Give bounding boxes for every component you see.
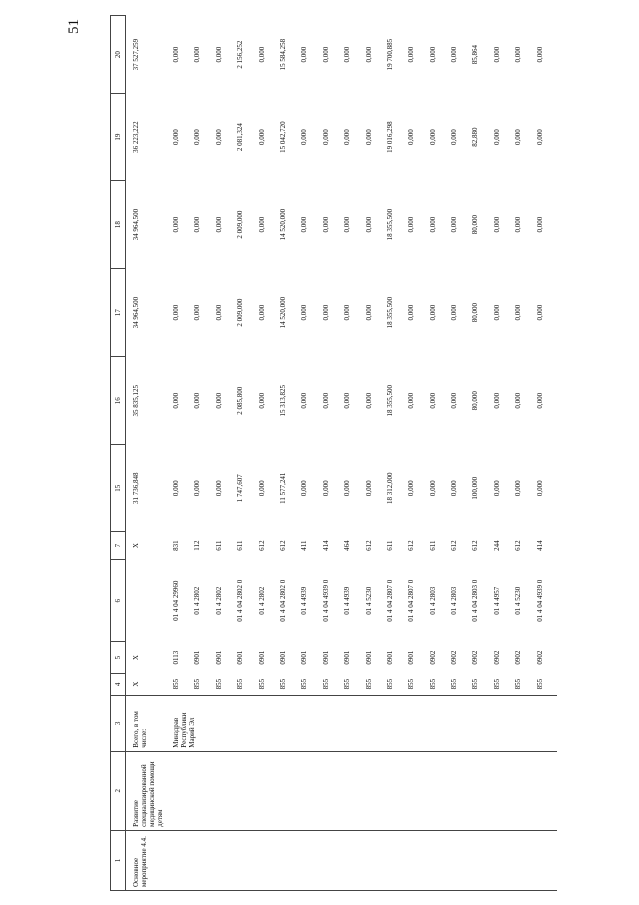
code-cell: 855 (514, 678, 523, 690)
code-cell: 01 4 04 29960 (172, 580, 180, 621)
code-cell: 855 (407, 678, 416, 690)
amount-cell: 0,000 (535, 46, 544, 63)
rotated-page (110, 15, 553, 891)
code-cell: 0902 (535, 650, 544, 665)
amount-cell: 0,000 (343, 46, 352, 63)
measure-cell: Основное мероприятие 4.4. (126, 830, 558, 890)
code-cell: 612 (257, 540, 266, 551)
amount-cell: 18 355,500 (385, 384, 394, 417)
amount-cell: 0,000 (514, 216, 523, 233)
amount-cell: 11 577,241 (278, 472, 287, 504)
amount-cell: 0,000 (450, 46, 459, 63)
amount-cell: 0,000 (172, 216, 180, 233)
code-cell: 612 (514, 540, 523, 551)
code-cell: 01 4 2803 (428, 586, 437, 615)
code-cell: 0902 (514, 650, 523, 665)
amount-cell: 0,000 (257, 216, 266, 233)
amount-cell: 0,000 (428, 480, 437, 497)
amount-cell: 0,000 (492, 480, 501, 497)
amount-cell: 18 355,500 (385, 296, 394, 329)
amount-cell: 0,000 (492, 392, 501, 409)
amount-cell: 0,000 (492, 46, 501, 63)
amount-cell: 0,000 (343, 304, 352, 321)
amount-cell: 0,000 (172, 392, 180, 409)
amount-cell: 0,000 (407, 129, 416, 145)
amount-cell: 0,000 (407, 46, 416, 63)
code-cell: 0901 (214, 650, 223, 665)
code-cell: 855 (471, 678, 480, 690)
code-cell: 855 (450, 678, 459, 690)
code-cell: 01 4 04 2807 0 (385, 579, 394, 622)
amount-cell: 0,000 (300, 392, 309, 409)
amount-cell: 0,000 (214, 304, 223, 321)
code-cell: 01 4 4939 (300, 586, 309, 615)
amount-cell: 15 313,825 (278, 384, 287, 417)
col-header: 16 (111, 357, 126, 445)
measure-name-cell: Развитие специализированной медицинской помощи детям (126, 751, 558, 830)
amount-cell: 37 527,259 (132, 38, 140, 71)
amount-cell: 34 964,500 (132, 208, 140, 241)
code-cell: 855 (236, 678, 245, 690)
amount-cell: 0,000 (321, 304, 330, 321)
code-cell: 244 (492, 540, 501, 551)
amount-cell: 0,000 (300, 216, 309, 233)
code-cell: 01 4 2802 (257, 586, 266, 615)
col-header: 6 (111, 560, 126, 642)
code-cell (126, 560, 173, 642)
amount-cell: 0,000 (343, 129, 352, 145)
amount-cell: 0,000 (364, 392, 373, 409)
ministry-label: Минздрав Республики Марий Эл (172, 695, 557, 751)
amount-cell: 0,000 (450, 216, 459, 233)
code-cell: 611 (385, 540, 394, 551)
amount-cell: 100,000 (471, 476, 480, 500)
amount-cell: 0,000 (214, 216, 223, 233)
amount-cell: 0,000 (514, 480, 523, 497)
code-cell: 611 (236, 540, 245, 551)
amount-cell: 0,000 (364, 129, 373, 145)
code-cell: 0901 (343, 650, 352, 665)
amount-cell: 0,000 (407, 216, 416, 233)
code-cell: 855 (492, 678, 501, 690)
amount-cell: 0,000 (172, 304, 180, 321)
amount-cell: 14 520,000 (278, 208, 287, 241)
amount-cell: 0,000 (321, 480, 330, 497)
amount-cell: 0,000 (450, 480, 459, 497)
code-cell: 0113 (172, 650, 180, 665)
code-cell: 0901 (385, 650, 394, 665)
total-label: Всего, в том числе: (126, 695, 173, 751)
amount-cell: 0,000 (343, 392, 352, 409)
amount-cell: 0,000 (535, 216, 544, 233)
amount-cell: 0,000 (257, 392, 266, 409)
code-cell: 414 (535, 540, 544, 551)
amount-cell: 0,000 (407, 392, 416, 409)
amount-cell: 0,000 (364, 46, 373, 63)
amount-cell: 0,000 (300, 480, 309, 497)
amount-cell: 0,000 (514, 129, 523, 145)
amount-cell: 0,000 (364, 216, 373, 233)
amount-cell: 0,000 (364, 480, 373, 497)
code-cell: 855 (321, 678, 330, 690)
code-cell: 0902 (428, 650, 437, 665)
amount-cell: 2 009,000 (236, 210, 245, 239)
amount-cell: 0,000 (193, 129, 202, 145)
code-cell: 855 (300, 678, 309, 690)
amount-cell: 0,000 (300, 304, 309, 321)
amount-cell: 34 964,500 (132, 296, 140, 329)
code-cell: 611 (428, 540, 437, 551)
amount-cell: 0,000 (321, 129, 330, 145)
code-cell: 464 (343, 540, 352, 551)
code-cell: 612 (364, 540, 373, 551)
code-cell: 855 (343, 678, 352, 690)
code-cell: 01 4 5230 (514, 586, 523, 615)
amount-cell: 0,000 (214, 392, 223, 409)
budget-table (110, 15, 557, 891)
amount-cell: 0,000 (407, 304, 416, 321)
amount-cell: 0,000 (450, 304, 459, 321)
amount-cell: 2 085,800 (236, 386, 245, 415)
amount-cell: 0,000 (193, 480, 202, 497)
amount-cell: 85,864 (471, 44, 480, 65)
amount-cell: 0,000 (428, 304, 437, 321)
code-cell: 01 4 04 2803 0 (471, 579, 480, 622)
amount-cell: 80,000 (471, 214, 480, 235)
col-header: 2 (111, 751, 126, 830)
col-header: 1 (111, 830, 126, 890)
code-cell: 855 (193, 678, 202, 690)
amount-cell: 0,000 (257, 46, 266, 63)
code-cell: 0902 (492, 650, 501, 665)
amount-cell: 0,000 (364, 304, 373, 321)
amount-cell: 18 355,500 (385, 208, 394, 241)
amount-cell: 0,000 (214, 46, 223, 63)
code-cell: 01 4 5230 (364, 586, 373, 615)
code-cell: X (132, 681, 140, 687)
amount-cell: 19 700,885 (385, 38, 394, 71)
amount-cell: 80,000 (471, 303, 480, 323)
code-cell: 0901 (278, 650, 287, 665)
code-cell: 855 (385, 678, 394, 690)
code-cell: 414 (321, 540, 330, 551)
code-cell: 01 4 04 2807 0 (407, 579, 416, 622)
amount-cell: 0,000 (193, 304, 202, 321)
amount-cell: 19 016,298 (385, 121, 394, 153)
amount-cell: 82,880 (471, 127, 480, 147)
code-cell: 612 (450, 540, 459, 551)
col-header: 15 (111, 445, 126, 532)
amount-cell: 0,000 (450, 129, 459, 145)
code-cell: 855 (535, 678, 544, 690)
code-cell: 612 (407, 540, 416, 551)
amount-cell: 0,000 (514, 46, 523, 63)
code-cell: 0901 (321, 650, 330, 665)
code-cell: 01 4 04 2802 0 (236, 579, 245, 622)
code-cell: 0902 (450, 650, 459, 665)
amount-cell: 0,000 (535, 129, 544, 145)
amount-cell: 0,000 (492, 129, 501, 145)
amount-cell: 0,000 (407, 480, 416, 497)
col-header: 18 (111, 181, 126, 269)
amount-cell: 0,000 (343, 216, 352, 233)
code-cell: 611 (214, 540, 223, 551)
code-cell: 01 4 04 4939 0 (535, 579, 544, 622)
amount-cell: 0,000 (535, 392, 544, 409)
code-cell: 01 4 4957 (492, 586, 501, 615)
code-cell: 612 (471, 540, 480, 551)
amount-cell: 0,000 (343, 480, 352, 497)
col-header: 5 (111, 642, 126, 673)
amount-cell: 0,000 (321, 392, 330, 409)
amount-cell: 0,000 (514, 304, 523, 321)
amount-cell: 0,000 (428, 216, 437, 233)
code-cell: 01 4 2803 (450, 586, 459, 615)
amount-cell: 0,000 (300, 46, 309, 63)
amount-cell: 31 736,848 (132, 472, 140, 504)
amount-cell: 0,000 (492, 304, 501, 321)
code-cell: 855 (278, 678, 287, 690)
col-header: 20 (111, 16, 126, 94)
amount-cell: 0,000 (492, 216, 501, 233)
amount-cell: 0,000 (214, 480, 223, 497)
amount-cell: 0,000 (257, 480, 266, 497)
amount-cell: 0,000 (535, 304, 544, 321)
code-cell: 0902 (471, 650, 480, 665)
code-cell: 612 (278, 540, 287, 551)
amount-cell: 1 747,607 (236, 474, 245, 503)
amount-cell: 0,000 (450, 392, 459, 409)
amount-cell: 18 312,000 (385, 472, 394, 504)
amount-cell: 80,000 (471, 391, 480, 411)
code-cell: 855 (172, 678, 180, 690)
amount-cell: 2 081,324 (236, 123, 245, 152)
code-cell: 0901 (193, 650, 202, 665)
amount-cell: 15 042,720 (278, 121, 287, 153)
col-header: 3 (111, 695, 126, 751)
table-row (126, 16, 173, 891)
col-header: 7 (111, 532, 126, 560)
code-cell: 0901 (407, 650, 416, 665)
amount-cell: 2 156,252 (236, 40, 245, 69)
code-cell: 0901 (236, 650, 245, 665)
col-header: 4 (111, 673, 126, 695)
amount-cell: 15 584,258 (278, 38, 287, 71)
amount-cell: 35 835,125 (132, 384, 140, 417)
amount-cell: 0,000 (193, 46, 202, 63)
column-number-row (111, 16, 126, 891)
code-cell: 0901 (364, 650, 373, 665)
amount-cell: 0,000 (300, 129, 309, 145)
amount-cell: 0,000 (514, 392, 523, 409)
amount-cell: 0,000 (321, 216, 330, 233)
code-cell: 01 4 04 2802 0 (278, 579, 287, 622)
code-cell: 855 (364, 678, 373, 690)
table-body (126, 16, 558, 891)
code-cell: 112 (193, 540, 202, 551)
col-header: 17 (111, 269, 126, 357)
amount-cell: 0,000 (193, 392, 202, 409)
amount-cell: 0,000 (214, 129, 223, 145)
code-cell: 01 4 2802 (214, 586, 223, 615)
code-cell: 855 (214, 678, 223, 690)
amount-cell: 0,000 (257, 129, 266, 145)
amount-cell: 0,000 (428, 392, 437, 409)
col-header: 19 (111, 94, 126, 181)
amount-cell: 0,000 (257, 304, 266, 321)
amount-cell: 14 520,000 (278, 296, 287, 329)
amount-cell: 0,000 (428, 129, 437, 145)
code-cell: 01 4 2802 (193, 586, 202, 615)
amount-cell: 0,000 (321, 46, 330, 63)
code-cell: 411 (300, 540, 309, 551)
amount-cell: 2 009,000 (236, 298, 245, 327)
code-cell: 855 (257, 678, 266, 690)
code-cell: 831 (172, 540, 180, 551)
amount-cell: 0,000 (428, 46, 437, 63)
code-cell: 0901 (257, 650, 266, 665)
code-cell: 855 (428, 678, 437, 690)
code-cell: X (132, 543, 140, 549)
amount-cell: 0,000 (172, 129, 180, 145)
amount-cell: 0,000 (172, 480, 180, 497)
code-cell: 01 4 04 4939 0 (321, 579, 330, 622)
amount-cell: 36 223,222 (132, 121, 140, 153)
amount-cell: 0,000 (193, 216, 202, 233)
code-cell: 01 4 4939 (343, 586, 352, 615)
page-number: 51 (66, 19, 82, 34)
code-cell: X (132, 655, 140, 661)
amount-cell: 0,000 (172, 46, 180, 63)
amount-cell: 0,000 (535, 480, 544, 497)
code-cell: 0901 (300, 650, 309, 665)
